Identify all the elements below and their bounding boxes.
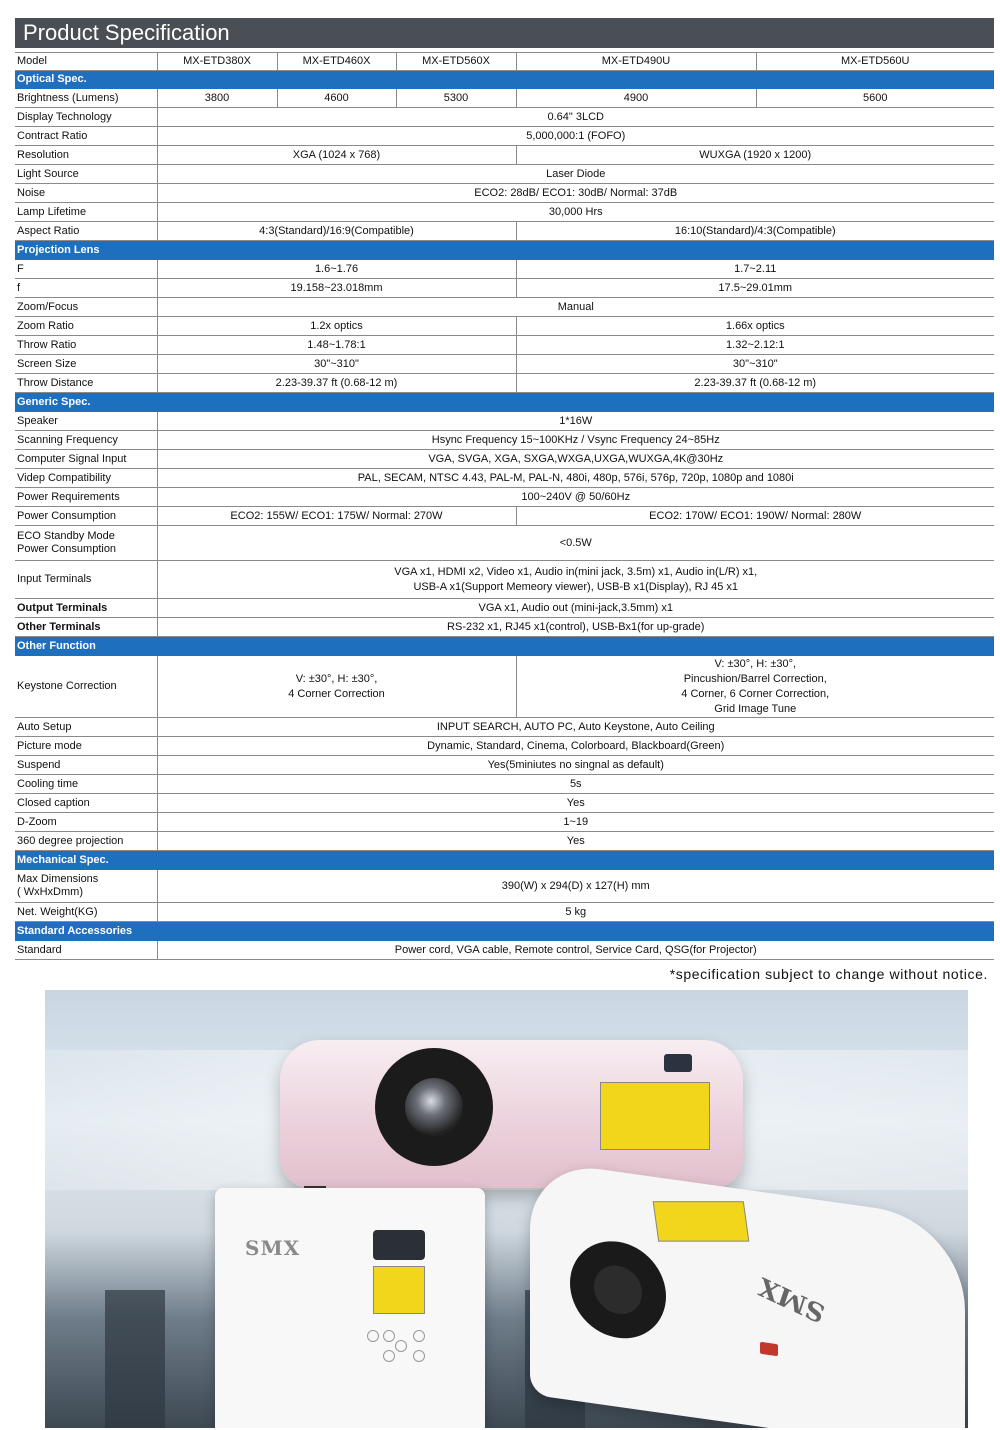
brand-logo: SMX <box>245 1236 301 1260</box>
spec-value: 2.23-39.37 ft (0.68-12 m) <box>157 374 516 393</box>
spec-label: Input Terminals <box>15 561 157 599</box>
spec-row <box>15 184 994 203</box>
spec-row <box>15 756 994 775</box>
brand-logo: SMX <box>755 1270 829 1328</box>
spec-value: 30"~310" <box>157 355 516 374</box>
spec-value: VGA, SVGA, XGA, SXGA,WXGA,UXGA,WUXGA,4K@30Hz <box>157 450 994 469</box>
spec-value: 1.48~1.78:1 <box>157 336 516 355</box>
laser-warning-label <box>653 1201 750 1241</box>
spec-value: Yes <box>157 832 994 851</box>
spec-row <box>15 260 994 279</box>
spec-value: ECO2: 170W/ ECO1: 190W/ Normal: 280W <box>516 507 994 526</box>
spec-row <box>15 431 994 450</box>
spec-value: 1*16W <box>157 412 994 431</box>
section-title: Optical Spec. <box>15 71 994 89</box>
spec-value: V: ±30°, H: ±30°, 4 Corner Correction <box>157 656 516 718</box>
spec-label: Screen Size <box>15 355 157 374</box>
spec-label: Max Dimensions ( WxHxDmm) <box>15 870 157 903</box>
spec-value: 2.23-39.37 ft (0.68-12 m) <box>516 374 994 393</box>
laser-warning-label <box>600 1082 710 1150</box>
spec-row <box>15 903 994 922</box>
section-title: Generic Spec. <box>15 393 994 412</box>
section-header <box>15 393 994 412</box>
spec-label: Standard <box>15 941 157 960</box>
spec-value: RS-232 x1, RJ45 x1(control), USB-Bx1(for up-grade) <box>157 618 994 637</box>
spec-value: 30,000 Hrs <box>157 203 994 222</box>
spec-label: Keystone Correction <box>15 656 157 718</box>
spec-value: INPUT SEARCH, AUTO PC, Auto Keystone, Auto Ceiling <box>157 718 994 737</box>
spec-label: Throw Distance <box>15 374 157 393</box>
spec-row <box>15 561 994 599</box>
spec-label: Contract Ratio <box>15 127 157 146</box>
spec-value: MX-ETD560X <box>396 53 516 71</box>
spec-row <box>15 165 994 184</box>
spec-row <box>15 813 994 832</box>
spec-value: 17.5~29.01mm <box>516 279 994 298</box>
section-header <box>15 851 994 870</box>
spec-row <box>15 53 994 71</box>
control-keypad <box>365 1326 435 1366</box>
spec-row <box>15 127 994 146</box>
spec-row <box>15 507 994 526</box>
spec-label: D-Zoom <box>15 813 157 832</box>
spec-label: Brightness (Lumens) <box>15 89 157 108</box>
spec-value: 5s <box>157 775 994 794</box>
spec-label: Picture mode <box>15 737 157 756</box>
section-title: Other Function <box>15 637 994 656</box>
section-title: Projection Lens <box>15 241 994 260</box>
spec-value: 4900 <box>516 89 756 108</box>
section-header <box>15 71 994 89</box>
laser-warning-label <box>373 1266 425 1314</box>
spec-row <box>15 374 994 393</box>
spec-value: 1.7~2.11 <box>516 260 994 279</box>
spec-value: MX-ETD380X <box>157 53 277 71</box>
spec-label: Display Technology <box>15 108 157 127</box>
spec-value: Power cord, VGA cable, Remote control, Service Card, QSG(for Projector) <box>157 941 994 960</box>
section-title: Standard Accessories <box>15 922 994 941</box>
spec-value: PAL, SECAM, NTSC 4.43, PAL-M, PAL-N, 480i, 480p, 576i, 576p, 720p, 1080p and 1080i <box>157 469 994 488</box>
spec-row <box>15 526 994 561</box>
spec-label: Other Terminals <box>15 618 157 637</box>
spec-value: WUXGA (1920 x 1200) <box>516 146 994 165</box>
spec-row <box>15 412 994 431</box>
spec-value: MX-ETD490U <box>516 53 756 71</box>
spec-label: F <box>15 260 157 279</box>
spec-row <box>15 222 994 241</box>
spec-value: MX-ETD460X <box>277 53 396 71</box>
spec-row <box>15 656 994 718</box>
spec-value: Manual <box>157 298 994 317</box>
spec-value: 4600 <box>277 89 396 108</box>
spec-label: Resolution <box>15 146 157 165</box>
spec-row <box>15 775 994 794</box>
spec-row <box>15 450 994 469</box>
spec-row <box>15 336 994 355</box>
spec-row <box>15 870 994 903</box>
spec-value: 4:3(Standard)/16:9(Compatible) <box>157 222 516 241</box>
spec-row <box>15 469 994 488</box>
spec-row <box>15 941 994 960</box>
spec-value: <0.5W <box>157 526 994 561</box>
spec-value: ECO2: 28dB/ ECO1: 30dB/ Normal: 37dB <box>157 184 994 203</box>
footnote: *specification subject to change without notice. <box>669 966 988 982</box>
spec-label: Computer Signal Input <box>15 450 157 469</box>
spec-value: 16:10(Standard)/4:3(Compatible) <box>516 222 994 241</box>
spec-value: 390(W) x 294(D) x 127(H) mm <box>157 870 994 903</box>
spec-label: Noise <box>15 184 157 203</box>
spec-row <box>15 203 994 222</box>
spec-value: 1.66x optics <box>516 317 994 336</box>
spec-value: 100~240V @ 50/60Hz <box>157 488 994 507</box>
spec-value: XGA (1024 x 768) <box>157 146 516 165</box>
spec-row <box>15 599 994 618</box>
projector-top-image <box>215 1188 485 1428</box>
spec-value: Hsync Frequency 15~100KHz / Vsync Frequency 24~85Hz <box>157 431 994 450</box>
spec-label: Scanning Frequency <box>15 431 157 450</box>
spec-row <box>15 317 994 336</box>
spec-row <box>15 89 994 108</box>
spec-row <box>15 618 994 637</box>
spec-label: ECO Standby Mode Power Consumption <box>15 526 157 561</box>
spec-value: 5 kg <box>157 903 994 922</box>
spec-value: ECO2: 155W/ ECO1: 175W/ Normal: 270W <box>157 507 516 526</box>
spec-label: Closed caption <box>15 794 157 813</box>
spec-value: Yes <box>157 794 994 813</box>
projector-angle-image <box>530 1159 965 1428</box>
spec-label: Output Terminals <box>15 599 157 618</box>
page-title: Product Specification <box>15 18 994 48</box>
spec-row <box>15 794 994 813</box>
spec-label: Lamp Lifetime <box>15 203 157 222</box>
spec-value: 0.64" 3LCD <box>157 108 994 127</box>
spec-value: 1.6~1.76 <box>157 260 516 279</box>
spec-label: 360 degree projection <box>15 832 157 851</box>
spec-label: Cooling time <box>15 775 157 794</box>
spec-value: 1~19 <box>157 813 994 832</box>
section-header <box>15 637 994 656</box>
product-photo <box>45 990 968 1428</box>
spec-value: 30"~310" <box>516 355 994 374</box>
spec-value: VGA x1, HDMI x2, Video x1, Audio in(mini jack, 3.5m) x1, Audio in(L/R) x1, USB-A x1(Support Memeory viewer), USB-B x1(Display), RJ 45 x1 <box>157 561 994 599</box>
spec-row <box>15 146 994 165</box>
spec-value: 5300 <box>396 89 516 108</box>
spec-value: 1.32~2.12:1 <box>516 336 994 355</box>
spec-value: Yes(5miniutes no singnal as default) <box>157 756 994 775</box>
spec-value: V: ±30°, H: ±30°, Pincushion/Barrel Correction, 4 Corner, 6 Corner Correction, Grid Image Tune <box>516 656 994 718</box>
spec-row <box>15 279 994 298</box>
spec-label: Zoom Ratio <box>15 317 157 336</box>
spec-value: Dynamic, Standard, Cinema, Colorboard, Blackboard(Green) <box>157 737 994 756</box>
spec-label: Suspend <box>15 756 157 775</box>
spec-label: Videp Compatibility <box>15 469 157 488</box>
spec-value: VGA x1, Audio out (mini-jack,3.5mm) x1 <box>157 599 994 618</box>
spec-label: Auto Setup <box>15 718 157 737</box>
spec-value: 5,000,000:1 (FOFO) <box>157 127 994 146</box>
spec-label: Net. Weight(KG) <box>15 903 157 922</box>
spec-label: Light Source <box>15 165 157 184</box>
spec-row <box>15 718 994 737</box>
spec-row <box>15 298 994 317</box>
spec-row <box>15 355 994 374</box>
section-header <box>15 241 994 260</box>
spec-row <box>15 108 994 127</box>
spec-label: f <box>15 279 157 298</box>
spec-label: Power Requirements <box>15 488 157 507</box>
spec-value: Laser Diode <box>157 165 994 184</box>
spec-table <box>15 52 994 960</box>
projector-front-image <box>280 1040 743 1188</box>
spec-label: Zoom/Focus <box>15 298 157 317</box>
spec-value: 5600 <box>756 89 994 108</box>
spec-label: Speaker <box>15 412 157 431</box>
spec-value: MX-ETD560U <box>756 53 994 71</box>
spec-label: Throw Ratio <box>15 336 157 355</box>
spec-row <box>15 737 994 756</box>
section-header <box>15 922 994 941</box>
section-title: Mechanical Spec. <box>15 851 994 870</box>
spec-label: Power Consumption <box>15 507 157 526</box>
spec-label: Model <box>15 53 157 71</box>
spec-label: Aspect Ratio <box>15 222 157 241</box>
spec-row <box>15 832 994 851</box>
spec-value: 1.2x optics <box>157 317 516 336</box>
spec-row <box>15 488 994 507</box>
spec-value: 3800 <box>157 89 277 108</box>
spec-value: 19.158~23.018mm <box>157 279 516 298</box>
